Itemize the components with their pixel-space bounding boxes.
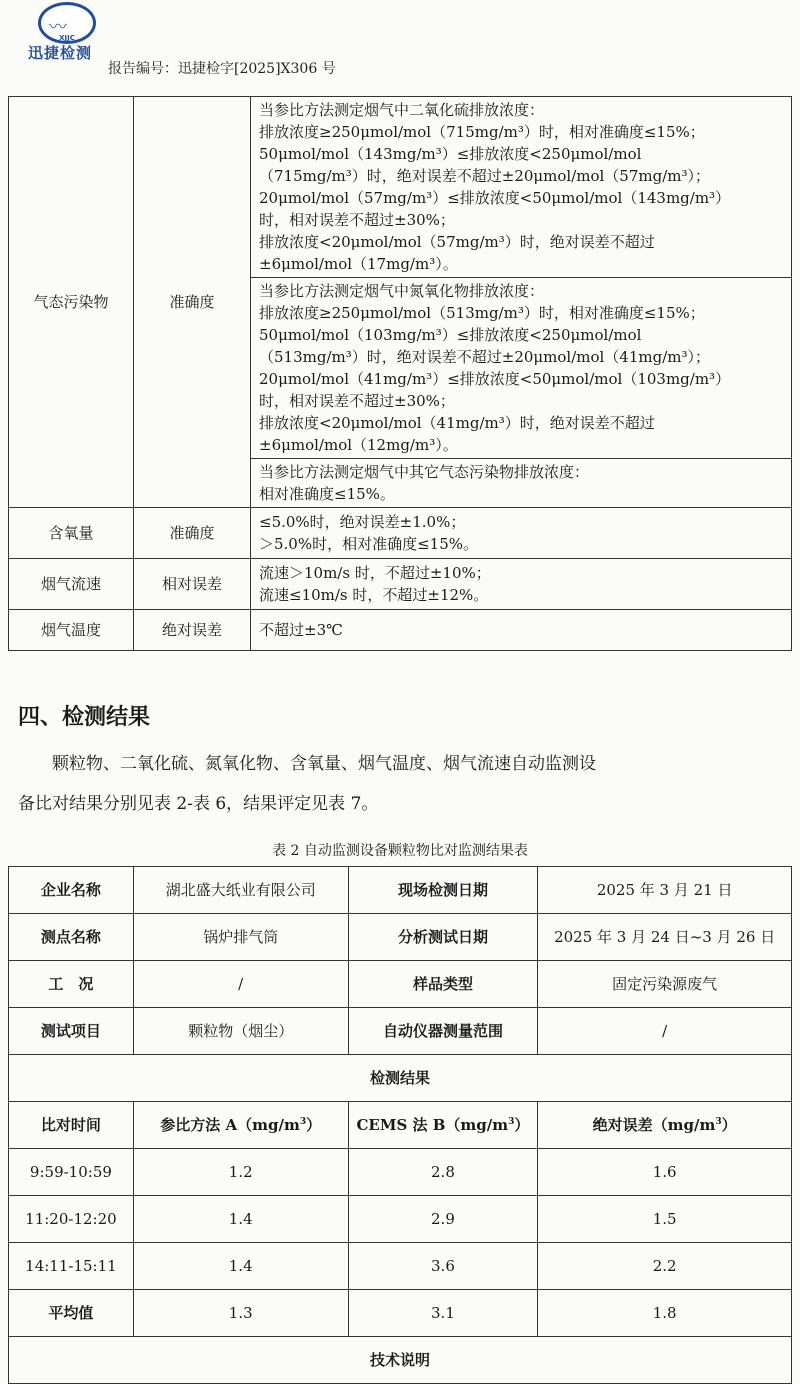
- text-line: ±6μmol/mol（17mg/m³）。: [259, 255, 458, 273]
- text-line: 20μmol/mol（41mg/m³）≤排放浓度<50μmol/mol（103mg/m³）: [259, 370, 731, 388]
- temperature-criterion: 绝对误差: [134, 610, 251, 651]
- col-time-header: 比对时间: [9, 1102, 134, 1149]
- point-row: [9, 914, 792, 961]
- onsite-date-label: 现场检测日期: [348, 867, 538, 914]
- avg-err: 1.8: [538, 1290, 792, 1337]
- col-err-header: [538, 1102, 792, 1149]
- results-title-row: [9, 1055, 792, 1102]
- text-line: 排放浓度<20μmol/mol（57mg/m³）时，绝对误差不超过: [259, 233, 655, 251]
- condition-value: /: [133, 961, 348, 1008]
- ref-cell: 1.4: [133, 1196, 348, 1243]
- time-cell: 11:20-12:20: [9, 1196, 134, 1243]
- logo-text: 迅捷检测: [28, 44, 93, 62]
- results-title: 检测结果: [9, 1055, 792, 1102]
- text-line: 时，相对误差不超过±30%；: [259, 392, 455, 410]
- oxygen-label: 含氧量: [9, 508, 134, 559]
- paragraph-line: 备比对结果分别见表 2-表 6，结果评定见表 7。: [18, 794, 379, 814]
- column-header-row: [9, 1102, 792, 1149]
- unit-close: ）: [306, 1116, 322, 1134]
- velocity-criterion: 相对误差: [134, 559, 251, 610]
- temperature-requirements: [251, 610, 792, 651]
- nox-requirements: [251, 278, 792, 459]
- ref-cell: 1.4: [133, 1243, 348, 1290]
- temperature-label: 烟气温度: [9, 610, 134, 651]
- gas-pollutant-label: 气态污染物: [9, 97, 134, 508]
- err-cell: 1.5: [538, 1196, 792, 1243]
- col-ref-text: 参比方法 A（mg/m: [160, 1116, 300, 1134]
- condition-row: [9, 961, 792, 1008]
- text-line: 50μmol/mol（103mg/m³）≤排放浓度<250μmol/mol: [259, 326, 642, 344]
- time-cell: 9:59-10:59: [9, 1149, 134, 1196]
- spec-row-temperature: [9, 610, 792, 651]
- col-err-text: 绝对误差（mg/m: [592, 1116, 716, 1134]
- range-label: 自动仪器测量范围: [348, 1008, 538, 1055]
- section-title: 四、检测结果: [18, 705, 151, 730]
- avg-ref: 1.3: [133, 1290, 348, 1337]
- logo-emblem-icon: [38, 2, 96, 44]
- avg-label: 平均值: [9, 1290, 134, 1337]
- avg-cems: 3.1: [348, 1290, 538, 1337]
- text-line: 不超过±3℃: [259, 621, 343, 639]
- text-line: 排放浓度<20μmol/mol（41mg/m³）时，绝对误差不超过: [259, 414, 655, 432]
- unit-sup: 3: [715, 1117, 722, 1127]
- point-label: 测点名称: [9, 914, 134, 961]
- text-line: ＞5.0%时，相对准确度≤15%。: [259, 535, 479, 553]
- other-gas-requirements: [251, 459, 792, 508]
- company-label: 企业名称: [9, 867, 134, 914]
- table-row: [9, 1196, 792, 1243]
- section-paragraph: [18, 744, 782, 824]
- err-cell: 2.2: [538, 1243, 792, 1290]
- unit-close: ）: [721, 1116, 737, 1134]
- company-logo: [28, 2, 100, 60]
- company-row: [9, 867, 792, 914]
- point-value: 锅炉排气筒: [133, 914, 348, 961]
- text-line: 50μmol/mol（143mg/m³）≤排放浓度<250μmol/mol: [259, 145, 642, 163]
- err-cell: 1.6: [538, 1149, 792, 1196]
- spec-row-velocity: [9, 559, 792, 610]
- text-line: 当参比方法测定烟气中二氧化硫排放浓度：: [259, 101, 545, 119]
- test-item-row: [9, 1008, 792, 1055]
- text-line: 排放浓度≥250μmol/mol（513mg/m³）时，相对准确度≤15%；: [259, 304, 705, 322]
- condition-label: 工 况: [9, 961, 134, 1008]
- ref-cell: 1.2: [133, 1149, 348, 1196]
- cems-cell: 2.8: [348, 1149, 538, 1196]
- range-value: /: [538, 1008, 792, 1055]
- onsite-date-value: 2025 年 3 月 21 日: [538, 867, 792, 914]
- unit-sup: 3: [508, 1117, 515, 1127]
- analysis-date-value: 2025 年 3 月 24 日~3 月 26 日: [538, 914, 792, 961]
- average-row: [9, 1290, 792, 1337]
- col-cems-text: CEMS 法 B（mg/m: [356, 1116, 509, 1134]
- oxygen-criterion: 准确度: [134, 508, 251, 559]
- logo-wave-icon: 〰: [49, 17, 67, 38]
- text-line: 时，相对误差不超过±30%；: [259, 211, 455, 229]
- text-line: 流速≤10m/s 时，不超过±12%。: [259, 586, 489, 604]
- text-line: （715mg/m³）时，绝对误差不超过±20μmol/mol（57mg/m³）；: [259, 167, 711, 185]
- velocity-label: 烟气流速: [9, 559, 134, 610]
- col-ref-header: [133, 1102, 348, 1149]
- sample-type-value: 固定污染源废气: [538, 961, 792, 1008]
- text-line: ≤5.0%时，绝对误差±1.0%；: [259, 513, 466, 531]
- unit-sup: 3: [299, 1117, 307, 1127]
- gas-accuracy-label: 准确度: [134, 97, 251, 508]
- time-cell: 14:11-15:11: [9, 1243, 134, 1290]
- text-line: 流速＞10m/s 时，不超过±10%；: [259, 564, 491, 582]
- cems-cell: 2.9: [348, 1196, 538, 1243]
- logo-abbr: XJJC: [59, 34, 75, 42]
- sample-type-label: 样品类型: [348, 961, 538, 1008]
- velocity-requirements: [251, 559, 792, 610]
- so2-requirements: [251, 97, 792, 278]
- table2-caption: 表 2 自动监测设备颗粒物比对监测结果表: [272, 843, 528, 859]
- tech-note-title: 技术说明: [9, 1337, 792, 1384]
- report-number: 报告编号：迅捷检字[2025]X306 号: [108, 61, 336, 77]
- text-line: 当参比方法测定烟气中其它气态污染物排放浓度：: [259, 463, 590, 481]
- cems-cell: 3.6: [348, 1243, 538, 1290]
- text-line: 排放浓度≥250μmol/mol（715mg/m³）时，相对准确度≤15%；: [259, 123, 705, 141]
- results-table: [8, 866, 792, 1384]
- test-item-value: 颗粒物（烟尘）: [133, 1008, 348, 1055]
- spec-row-gas-1: [9, 97, 792, 278]
- paragraph-line: 颗粒物、二氧化硫、氮氧化物、含氧量、烟气温度、烟气流速自动监测设: [52, 754, 596, 774]
- table-row: [9, 1149, 792, 1196]
- tech-note-row: [9, 1337, 792, 1384]
- test-item-label: 测试项目: [9, 1008, 134, 1055]
- text-line: 20μmol/mol（57mg/m³）≤排放浓度<50μmol/mol（143mg/m³）: [259, 189, 731, 207]
- col-cems-header: [348, 1102, 538, 1149]
- analysis-date-label: 分析测试日期: [348, 914, 538, 961]
- oxygen-requirements: [251, 508, 792, 559]
- text-line: （513mg/m³）时，绝对误差不超过±20μmol/mol（41mg/m³）；: [259, 348, 711, 366]
- spec-table: [8, 96, 792, 651]
- spec-row-oxygen: [9, 508, 792, 559]
- table-row: [9, 1243, 792, 1290]
- text-line: 当参比方法测定烟气中氮氧化物排放浓度：: [259, 282, 545, 300]
- text-line: ±6μmol/mol（12mg/m³）。: [259, 436, 458, 454]
- company-value: 湖北盛大纸业有限公司: [133, 867, 348, 914]
- unit-close: ）: [514, 1116, 530, 1134]
- text-line: 相对准确度≤15%。: [259, 485, 395, 503]
